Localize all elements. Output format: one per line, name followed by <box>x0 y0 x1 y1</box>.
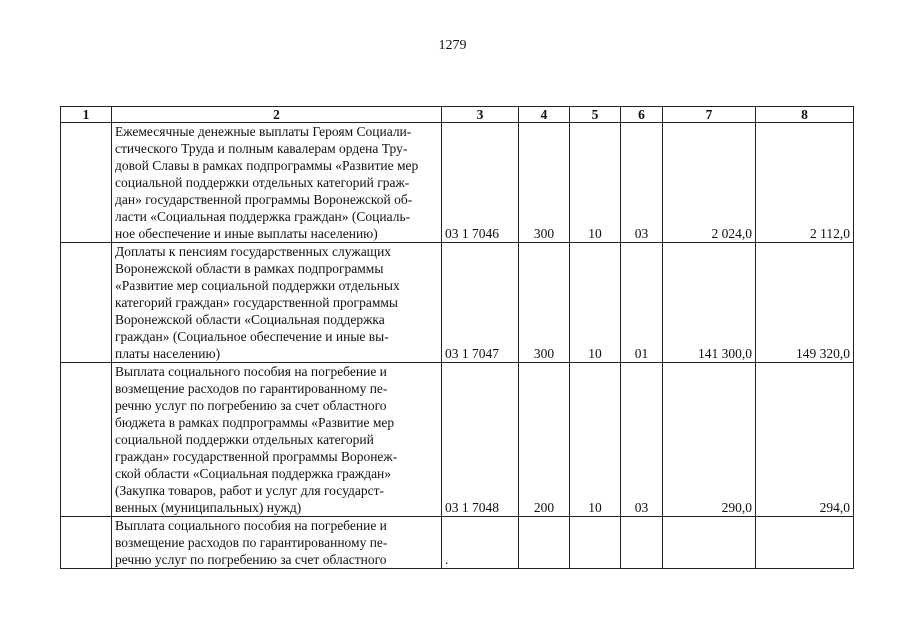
description-line: дан» государственной программы Воронежской об- <box>115 192 413 207</box>
description-cell <box>112 123 442 243</box>
header-col-8: 8 <box>756 107 854 123</box>
table-row <box>61 517 854 569</box>
description-line: Выплата социального пособия на погребение и <box>115 518 387 533</box>
header-col-5: 5 <box>570 107 621 123</box>
description-line: «Развитие мер социальной поддержки отдельных <box>115 278 400 293</box>
header-col-6: 6 <box>621 107 663 123</box>
description-line: довой Славы в рамках подпрограммы «Развитие мер <box>115 158 419 173</box>
description-line: Воронежской области в рамках подпрограммы <box>115 261 384 276</box>
page-number: 1279 <box>438 38 467 53</box>
description-line: (Закупка товаров, работ и услуг для государст- <box>115 483 384 498</box>
col7-amount-cell: 2 024,0 <box>663 123 756 243</box>
row-number-cell <box>61 123 112 243</box>
col8-amount-cell: 2 112,0 <box>756 123 854 243</box>
description-line: возмещение расходов по гарантированному пе- <box>115 535 388 550</box>
col7-amount-cell: 290,0 <box>663 363 756 517</box>
col4-cell: 300 <box>519 243 570 363</box>
description-line: бюджета в рамках подпрограммы «Развитие мер <box>115 415 395 430</box>
description-line: граждан» (Социальное обеспечение и иные вы- <box>115 329 389 344</box>
description-line: возмещение расходов по гарантированному пе- <box>115 381 388 396</box>
col4-cell: 200 <box>519 363 570 517</box>
col6-cell <box>621 517 663 569</box>
description-line: венных (муниципальных) нужд) <box>115 500 302 515</box>
header-col-3: 3 <box>442 107 519 123</box>
target-code-cell: 03 1 7046 <box>442 123 519 243</box>
table-row <box>61 123 854 243</box>
col6-cell: 03 <box>621 363 663 517</box>
description-line: речню услуг по погребению за счет областного <box>115 398 387 413</box>
col8-amount-cell <box>756 517 854 569</box>
col5-cell: 10 <box>570 243 621 363</box>
col4-cell <box>519 517 570 569</box>
target-code-cell: 03 1 7047 <box>442 243 519 363</box>
target-code-cell: . <box>442 517 519 569</box>
table-row <box>61 243 854 363</box>
description-line: граждан» государственной программы Воронеж- <box>115 449 398 464</box>
header-col-7: 7 <box>663 107 756 123</box>
description-line: социальной поддержки отдельных категорий <box>115 432 374 447</box>
description-line: стического Труда и полным кавалерам ордена Тру- <box>115 141 408 156</box>
col5-cell: 10 <box>570 363 621 517</box>
col5-cell: 10 <box>570 123 621 243</box>
description-cell <box>112 243 442 363</box>
header-col-4: 4 <box>519 107 570 123</box>
description-line: ласти «Социальная поддержка граждан» (Социаль- <box>115 209 411 224</box>
description-line: Выплата социального пособия на погребение и <box>115 364 387 379</box>
col5-cell <box>570 517 621 569</box>
budget-table <box>60 106 854 569</box>
description-cell <box>112 363 442 517</box>
description-line: Воронежской области «Социальная поддержка <box>115 312 385 327</box>
row-number-cell <box>61 363 112 517</box>
col8-amount-cell: 149 320,0 <box>756 243 854 363</box>
col4-cell: 300 <box>519 123 570 243</box>
col7-amount-cell <box>663 517 756 569</box>
header-col-2: 2 <box>112 107 442 123</box>
table-row <box>61 363 854 517</box>
description-line: речню услуг по погребению за счет областного <box>115 552 387 567</box>
col8-amount-cell: 294,0 <box>756 363 854 517</box>
description-cell <box>112 517 442 569</box>
col7-amount-cell: 141 300,0 <box>663 243 756 363</box>
header-row <box>61 107 854 123</box>
target-code-cell: 03 1 7048 <box>442 363 519 517</box>
row-number-cell <box>61 517 112 569</box>
row-number-cell <box>61 243 112 363</box>
col6-cell: 01 <box>621 243 663 363</box>
description-line: социальной поддержки отдельных категорий граж- <box>115 175 410 190</box>
description-line: Доплаты к пенсиям государственных служащих <box>115 244 392 259</box>
col6-cell: 03 <box>621 123 663 243</box>
description-line: платы населению) <box>115 346 221 361</box>
description-line: ской области «Социальная поддержка граждан» <box>115 466 392 481</box>
description-line: Ежемесячные денежные выплаты Героям Социали- <box>115 124 412 139</box>
description-line: ное обеспечение и иные выплаты населению) <box>115 226 378 241</box>
header-col-1: 1 <box>61 107 112 123</box>
description-line: категорий граждан» государственной программы <box>115 295 398 310</box>
